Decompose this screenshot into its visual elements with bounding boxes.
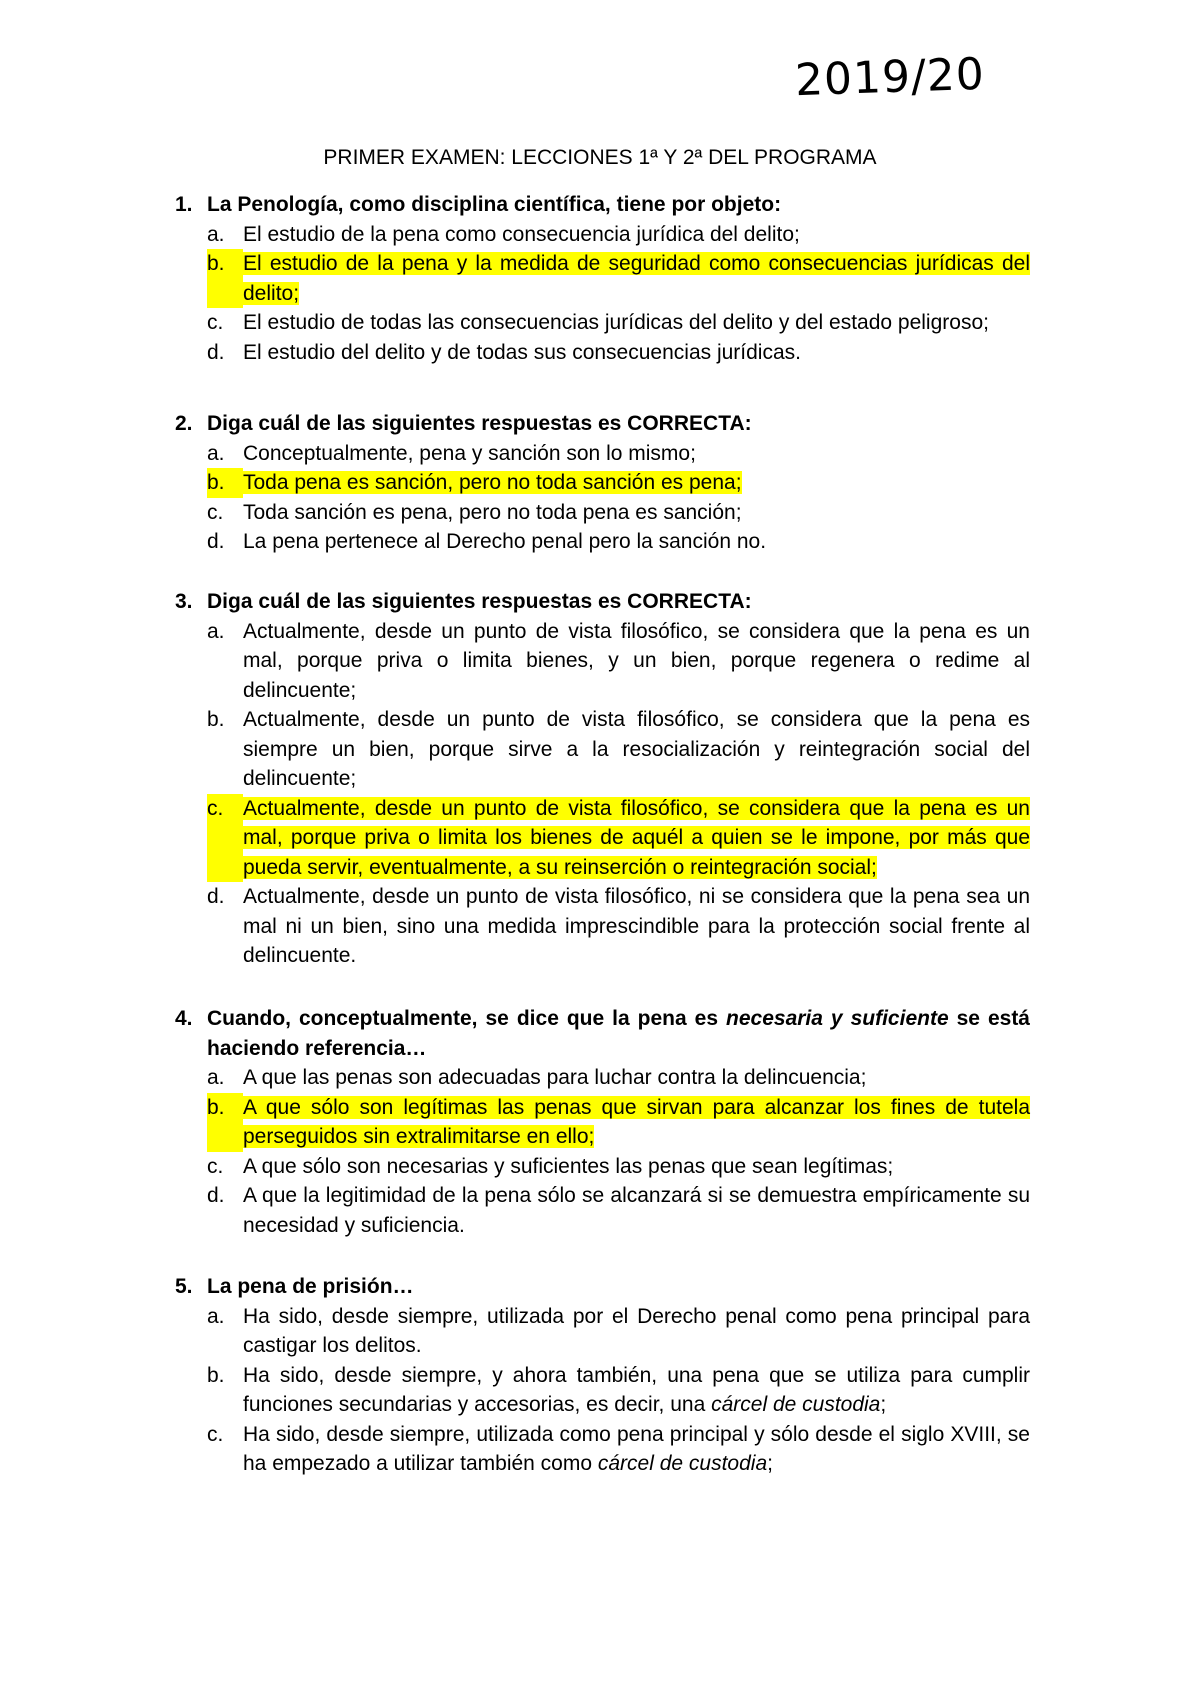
option-2c [175,498,1030,528]
option-4d [175,1181,1030,1240]
highlighted-answer: El estudio de la pena y la medida de seguridad como consecuencias jurídicas del delito; [243,252,1030,305]
question-prompt: La Penología, como disciplina científica, tiene por objeto: [207,193,782,216]
option-letter: c. [207,1154,224,1178]
option-letter: b. [207,468,243,498]
option-text: Actualmente, desde un punto de vista filosófico, ni se considera que la pena sea un mal ni un bien, sino una medida imprescindible para la protección social frente al delincuente. [243,885,1030,967]
question-prompt: Diga cuál de las siguientes respuestas es CORRECTA: [207,412,752,435]
option-5b [175,1361,1030,1420]
highlighted-answer: Toda pena es sanción, pero no toda sanción es pena; [243,471,742,494]
option-1d [175,338,1030,368]
question-prompt: La pena de prisión… [207,1275,414,1298]
option-2b-correct [175,468,1030,498]
prompt-part: se está haciendo referencia… [207,1007,1030,1060]
option-letter: d. [207,530,225,553]
option-text: A que las penas son adecuadas para luchar contra la delincuencia; [243,1066,867,1089]
option-text-part: Ha sido, desde siempre, utilizada como pena principal y sólo desde el siglo XVIII, se ha empezado a utilizar también como [243,1422,1030,1475]
option-3b [175,705,1030,794]
question-5 [175,1272,1030,1479]
option-letter: c. [207,794,243,883]
highlighted-answer: Actualmente, desde un punto de vista filosófico, se considera que la pena es un mal, porque priva o limita los bienes de aquél a quien se le impone, por más que pueda servir, eventualmente, a su reinserción o reintegración social; [243,796,1030,879]
option-letter: d. [207,1184,225,1207]
question-prompt: Diga cuál de las siguientes respuestas es CORRECTA: [207,590,752,613]
option-text: Conceptualmente, pena y sanción son lo mismo; [243,441,696,465]
question-4 [175,1004,1030,1240]
option-letter: a. [207,441,225,465]
option-2d [175,527,1030,557]
option-text-part: Ha sido, desde siempre, y ahora también, una pena que se utiliza para cumplir funciones secundarias y accesorias, es decir, una [243,1363,1030,1416]
question-3 [175,587,1030,971]
option-letter: b. [207,708,225,731]
handwritten-year: 2019/20 [794,48,986,107]
option-letter: d. [207,885,225,908]
option-text [243,1420,1030,1479]
option-text-part: ; [767,1452,773,1475]
option-letter: b. [207,1093,243,1152]
option-text: Actualmente, desde un punto de vista filosófico, se considera que la pena es siempre un bien, porque sirve a la resocialización y reintegración social del delincuente; [243,708,1030,790]
question-number: 3. [175,590,193,613]
option-text: A que la legitimidad de la pena sólo se alcanzará si se demuestra empíricamente su necesidad y suficiencia. [243,1184,1030,1237]
question-2 [175,409,1030,557]
option-text: Actualmente, desde un punto de vista filosófico, se considera que la pena es un mal, porque priva o limita bienes, y un bien, porque regenera o redime al delincuente; [243,619,1030,702]
option-letter: b. [207,249,243,308]
option-4c [175,1152,1030,1182]
option-5c [175,1420,1030,1479]
question-number: 5. [175,1275,193,1298]
highlighted-answer: A que sólo son legítimas las penas que sirvan para alcanzar los fines de tutela perseguidos sin extralimitarse en ello; [243,1095,1030,1148]
option-1a [175,220,1030,250]
option-text [243,1361,1030,1420]
option-letter: c. [207,1422,224,1446]
option-letter: b. [207,1363,225,1387]
option-text-italic: cárcel de custodia [597,1452,768,1475]
question-number: 4. [175,1007,193,1030]
option-text-part: ; [880,1393,887,1416]
option-text: El estudio de la pena como consecuencia jurídica del delito; [243,222,800,246]
option-3a [175,617,1030,706]
question-prompt [207,1004,1030,1063]
option-letter: c. [207,500,224,524]
option-text: Ha sido, desde siempre, utilizada por el Derecho penal como pena principal para castigar los delitos. [243,1304,1030,1357]
option-1c [175,308,1030,338]
option-letter: d. [207,340,225,364]
option-3c-correct [175,794,1030,883]
prompt-part: Cuando, conceptualmente, se dice que la pena es [207,1007,727,1030]
option-text: El estudio de todas las consecuencias jurídicas del delito y del estado peligroso; [243,311,989,334]
question-1 [175,190,1030,367]
option-text: A que sólo son necesarias y suficientes las penas que sean legítimas; [243,1154,894,1178]
option-letter: a. [207,222,225,246]
option-1b-correct [175,249,1030,308]
option-letter: a. [207,619,225,643]
option-text-italic: cárcel de custodia [711,1393,881,1416]
option-letter: c. [207,311,224,334]
option-text: El estudio del delito y de todas sus consecuencias jurídicas. [243,340,801,364]
option-letter: a. [207,1304,225,1328]
option-2a [175,439,1030,469]
page-title: PRIMER EXAMEN: LECCIONES 1ª Y 2ª DEL PROGRAMA [323,146,877,169]
option-3d [175,882,1030,971]
question-number: 2. [175,412,193,435]
option-text: La pena pertenece al Derecho penal pero la sanción no. [243,530,767,553]
option-5a [175,1302,1030,1361]
prompt-italic: necesaria y suficiente [726,1007,949,1030]
option-4a [175,1063,1030,1093]
question-number: 1. [175,193,193,216]
option-letter: a. [207,1066,225,1089]
option-4b-correct [175,1093,1030,1152]
option-text: Toda sanción es pena, pero no toda pena es sanción; [243,500,742,524]
